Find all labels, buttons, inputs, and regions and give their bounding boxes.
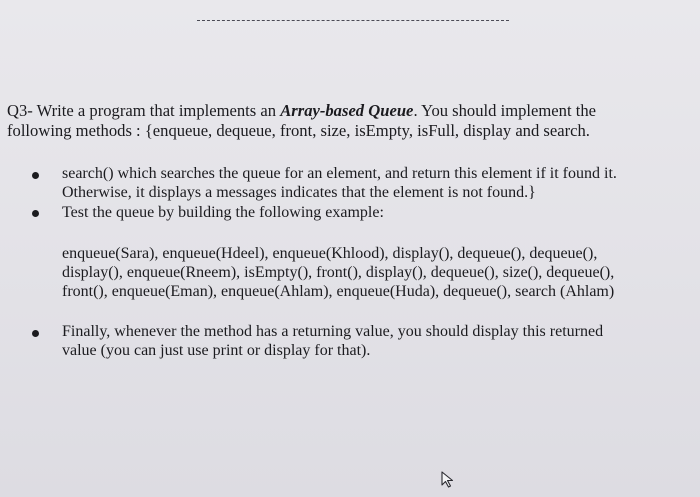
bullet-dot: [32, 330, 39, 337]
bullet-dot: [32, 210, 39, 217]
separator-line: [197, 20, 509, 21]
question-suffix: . You should implement the: [413, 101, 596, 120]
bullet-3-line-1: Finally, whenever the method has a returning value, you should display this returned: [62, 323, 604, 340]
bullet-dot: [32, 172, 39, 179]
question-emphasis: Array-based Queue: [280, 101, 414, 120]
bullet-3-line-2: value (you can just use print or display for that).: [62, 342, 371, 359]
example-line-3: front(), enqueue(Eman), enqueue(Ahlam), enqueue(Huda), dequeue(), search (Ahlam): [62, 283, 615, 300]
question-heading: [7, 101, 596, 121]
question-prefix: Q3- Write a program that implements an: [7, 101, 281, 120]
example-line-1: enqueue(Sara), enqueue(Hdeel), enqueue(Khlood), display(), dequeue(), dequeue(),: [62, 245, 598, 262]
example-line-2: display(), enqueue(Rneem), isEmpty(), front(), display(), dequeue(), size(), dequeue(),: [62, 264, 615, 281]
bullet-1-line-1: search() which searches the queue for an element, and return this element if it found it.: [62, 165, 617, 182]
bullet-2-line-1: Test the queue by building the following example:: [62, 204, 384, 221]
question-methods: following methods : {enqueue, dequeue, front, size, isEmpty, isFull, display and search.: [7, 121, 590, 140]
bullet-1-line-2: Otherwise, it displays a messages indicates that the element is not found.}: [62, 184, 536, 201]
mouse-pointer-icon: [440, 470, 456, 488]
